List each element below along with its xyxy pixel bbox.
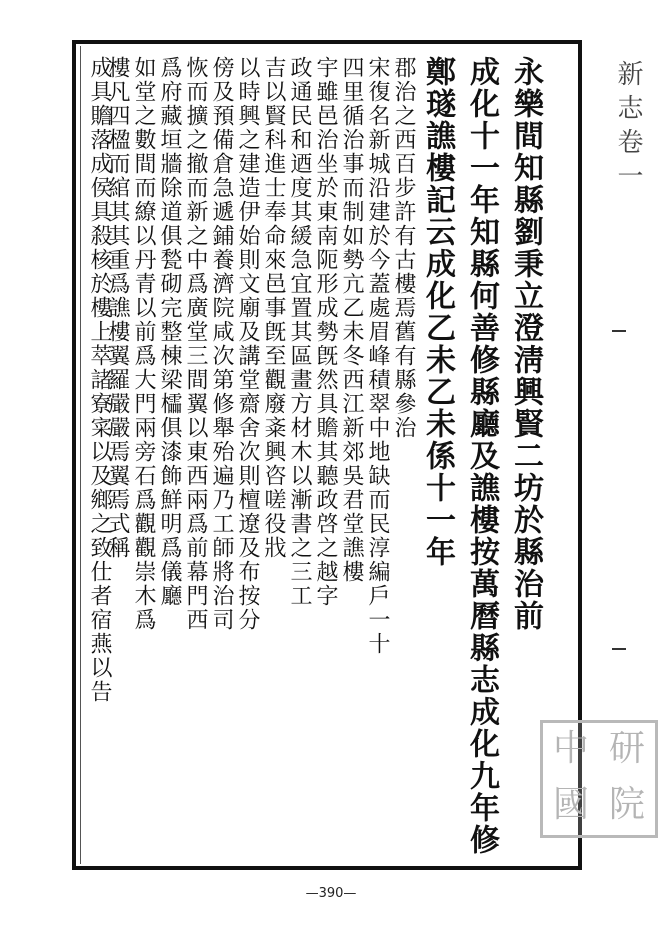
- stamp-char: 中: [552, 728, 589, 769]
- stamp-char: 研: [608, 728, 645, 769]
- body-column: 郡治之西百步許有古樓焉舊有縣參治: [391, 56, 416, 440]
- page-number: —390—: [305, 886, 357, 901]
- body-column: 恢而擴之撤而新之中爲廣堂三間翼以東西兩爲前幕門西: [183, 56, 208, 632]
- heading-column-1: 永樂間知縣劉秉立澄淸興賢二坊於縣治前: [508, 56, 543, 632]
- body-column: 如堂之數間而繚以丹青以前爲大門兩旁石爲觀觀崇木爲: [131, 56, 156, 632]
- body-column: 成具贍落成侯具殺核於樓上萃諸寮寀以及鄉之致仕者宿燕以告: [87, 56, 112, 704]
- stamp-char: 國: [552, 784, 589, 825]
- stamp-char: 院: [608, 784, 645, 825]
- body-column: 四里循治事而制如勢亢乙未冬西江新郊吳君堂譙樓: [339, 56, 364, 584]
- body-column: 政通民和迺度其緩急宜置其區畫方材木以漸書之三工: [287, 56, 312, 608]
- body-column: 爲府藏垣牆除道俱甃砌完整棟梁櫺俱漆飾鮮明爲儀廳: [157, 56, 182, 608]
- edge-rule: [612, 330, 626, 332]
- body-column: 樓凡四楹而綰其其重爲譙樓翼羅嚴嚴焉翼焉式稱: [105, 56, 130, 560]
- body-column: 傍及預備倉急遞鋪養濟院咸次第修舉殆遍乃工師將治司: [209, 56, 234, 632]
- page-border-left: [72, 40, 76, 870]
- body-column: 宇雖邑治坐於東南阨形成勢旣然具贍其聽政啓之越字: [313, 56, 338, 608]
- body-column: 宋復名新城沿建於今蓋處眉峰積翠中地缺而民淳編戶一十: [365, 56, 390, 656]
- page-border-bottom: [72, 866, 582, 870]
- heading-column-2: 成化十一年知縣何善修縣廳及譙樓按萬曆縣志成化九年修: [464, 56, 499, 856]
- edge-rule: [612, 648, 626, 650]
- library-stamp: [540, 720, 658, 838]
- page-border-top: [72, 40, 582, 44]
- heading-column-3: 鄭璲譙樓記云成化乙未乙未係十一年: [420, 56, 455, 568]
- margin-fragment: 新志卷一: [613, 60, 643, 196]
- body-column: 以時興之建造伊始則文廟及講堂齋舍次則檀遼及布按分: [235, 56, 260, 632]
- body-column: 吉以賢科進士奉命來邑事旣至觀廢㪰興咨嗟役戕: [261, 56, 286, 560]
